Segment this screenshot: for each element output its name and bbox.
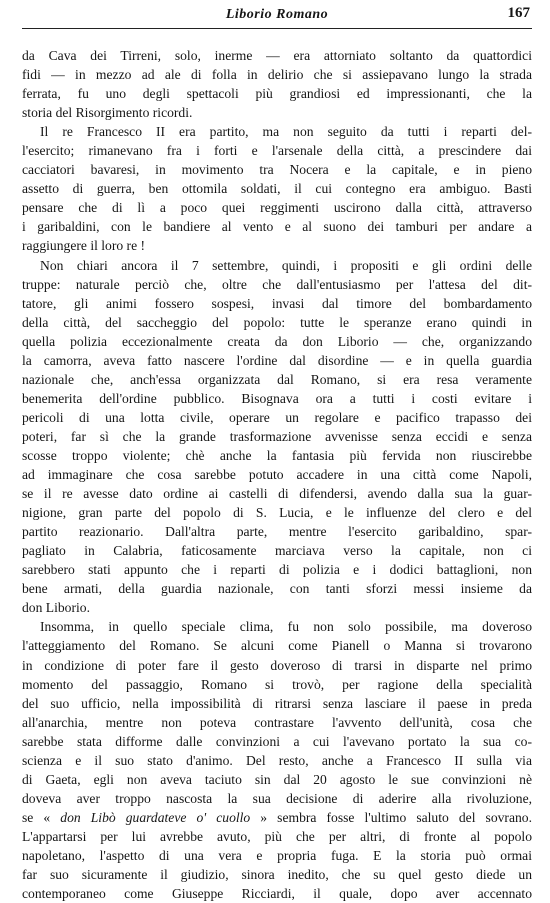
text-line: nigione, gran parte del popolo di S. Lucia, e le influenze del clero e del <box>22 505 532 521</box>
text-line: poteri, far sì che la grande trasformazione avvenisse senza eccidi e senza <box>22 428 532 444</box>
text-line: quella polizia eccezionalmente creata da don Liborio — che, organizzando <box>22 333 532 349</box>
text-line: ferrata, fu uno degli spettacoli più grandiosi ed impressionanti, che la <box>22 86 532 102</box>
text-line: far suo sicuramente il giudizio, sinora inedito, che su quel gesto diede un <box>22 867 532 883</box>
text-line: tatore, gli animi fossero sospesi, invasi dal timore del bombardamento <box>22 295 532 311</box>
text-line: i garibaldini, con le bandiere al vento e al suono dei tamburi per andare a <box>22 219 532 235</box>
text-line: raggiungere il loro re ! <box>22 238 146 254</box>
body-text <box>22 46 532 903</box>
text-line: Non chiari ancora il 7 settembre, quindi, i propositi e gli ordini delle <box>40 257 532 273</box>
text-line: pensare che di lì a poco quei reggimenti uscirono dalla città, attraverso <box>22 200 532 216</box>
text-line: truppe: naturale perciò che, oltre che dall'entusiasmo per l'attesa del dit- <box>22 276 532 292</box>
text-line: la camorra, aveva fatto nascere l'ordine dal disordine — e in quella guardia <box>22 352 532 368</box>
text-line: sarebbe stata difforme dalle convinzioni a cui l'avevano portato la sua co- <box>22 733 532 749</box>
text-line: di Gaeta, egli non aveva taciuto sin dal 20 agosto le sue convinzioni nè <box>22 771 532 787</box>
text-line: bene armati, della guardia nazionale, con tanti sforzi messi insieme da <box>22 581 532 597</box>
text-line: della città, del saccheggio del popolo: tutte le speranze erano quindi in <box>22 314 532 330</box>
italic-quote: don Libò guardateve o' cuollo <box>60 809 251 825</box>
text-line: scienza e il suo stato d'animo. Del resto, anche a Francesco II sulla via <box>22 752 532 768</box>
text-line: napoletano, l'aspetto di una vera e propria fuga. E la storia può ormai <box>22 847 532 863</box>
text-line: benemerita dell'ordine pubblico. Bisognava ora a tutti i costi evitare i <box>22 390 532 406</box>
text-line: doveva aver troppo nascosta la sua decisione di aderire alla rivoluzione, <box>22 790 532 806</box>
text-segment: » sembra fosse l'ultimo saluto del sovrano. <box>250 809 532 825</box>
text-line: del suo ufficio, nella impossibilità di ritrarsi senza lasciare il paese in preda <box>22 695 532 711</box>
text-line: contemporaneo come Giuseppe Ricciardi, il quale, dopo aver accennato <box>22 886 532 902</box>
text-line: sarebbero stati appunto che i reparti di polizia e i dodici battaglioni, non <box>22 562 532 578</box>
text-line: all'anarchia, mentre non poteva contrastare l'avvento dell'unità, cosa che <box>22 714 532 730</box>
text-line: da Cava dei Tirreni, solo, inerme — era attorniato soltanto da quattordici <box>22 48 532 63</box>
text-segment: se « <box>22 809 61 825</box>
text-line-with-quote <box>22 808 532 827</box>
running-title: Liborio Romano <box>225 7 329 22</box>
text-line: scosse troppo violente; chè anche la fantasia più fervida non riuscirebbe <box>22 447 532 463</box>
text-line: partito reazionario. Dall'altra parte, mentre l'esercito garibaldino, spar- <box>22 524 532 540</box>
page-number: 167 <box>507 5 530 21</box>
text-line: se il re avesse dato ordine ai castelli di difendersi, avendo dalla sua la guar- <box>22 486 532 502</box>
text-line: l'esercito; rimanevano fra i forti e l'arsenale della città, a prescindere dai <box>22 143 532 159</box>
text-line: ad immaginare che cosa sarebbe potuto accadere in una città come Napoli, <box>22 467 532 483</box>
text-line: Insomma, in quello speciale clima, fu non solo possibile, ma doveroso <box>40 619 532 635</box>
text-line: momento del passaggio, Romano si trovò, per ragione della specialità <box>22 676 532 692</box>
text-line: Il re Francesco II era partito, ma non seguito da tutti i reparti del- <box>40 124 532 140</box>
page-header <box>22 0 532 29</box>
text-line: l'atteggiamento del Romano. Se alcuni come Pianell o Manna si trovarono <box>22 638 532 654</box>
text-line: don Liborio. <box>22 600 90 616</box>
text-line: L'appartarsi per lui avrebbe avuto, più che per altri, di fronte al popolo <box>22 828 532 844</box>
text-line: pagliato in Calabria, faticosamente marciava verso la capitale, non ci <box>22 543 532 559</box>
text-line: cacciatori bavaresi, in movimento tra Nocera e la capitale, e in pieno <box>22 162 532 178</box>
text-line: fidi — in mezzo ad ale di folla in delirio che si assiepavano lungo la strada <box>22 67 532 83</box>
text-line: in condizione di poter fare il gesto doveroso di trarsi in disparte nel primo <box>22 657 532 673</box>
text-line: nazionale che, anch'essa organizzata dal Romano, si era resa veramente <box>22 371 532 387</box>
text-line: assetto di guerra, ben ottomila soldati, il cui contegno era ambiguo. Basti <box>22 181 532 197</box>
text-line: storia del Risorgimento ricordi. <box>22 105 193 121</box>
text-line: pericoli di una lotta civile, operare un regolare e pacifico trapasso dei <box>22 409 532 425</box>
book-page <box>22 0 532 902</box>
